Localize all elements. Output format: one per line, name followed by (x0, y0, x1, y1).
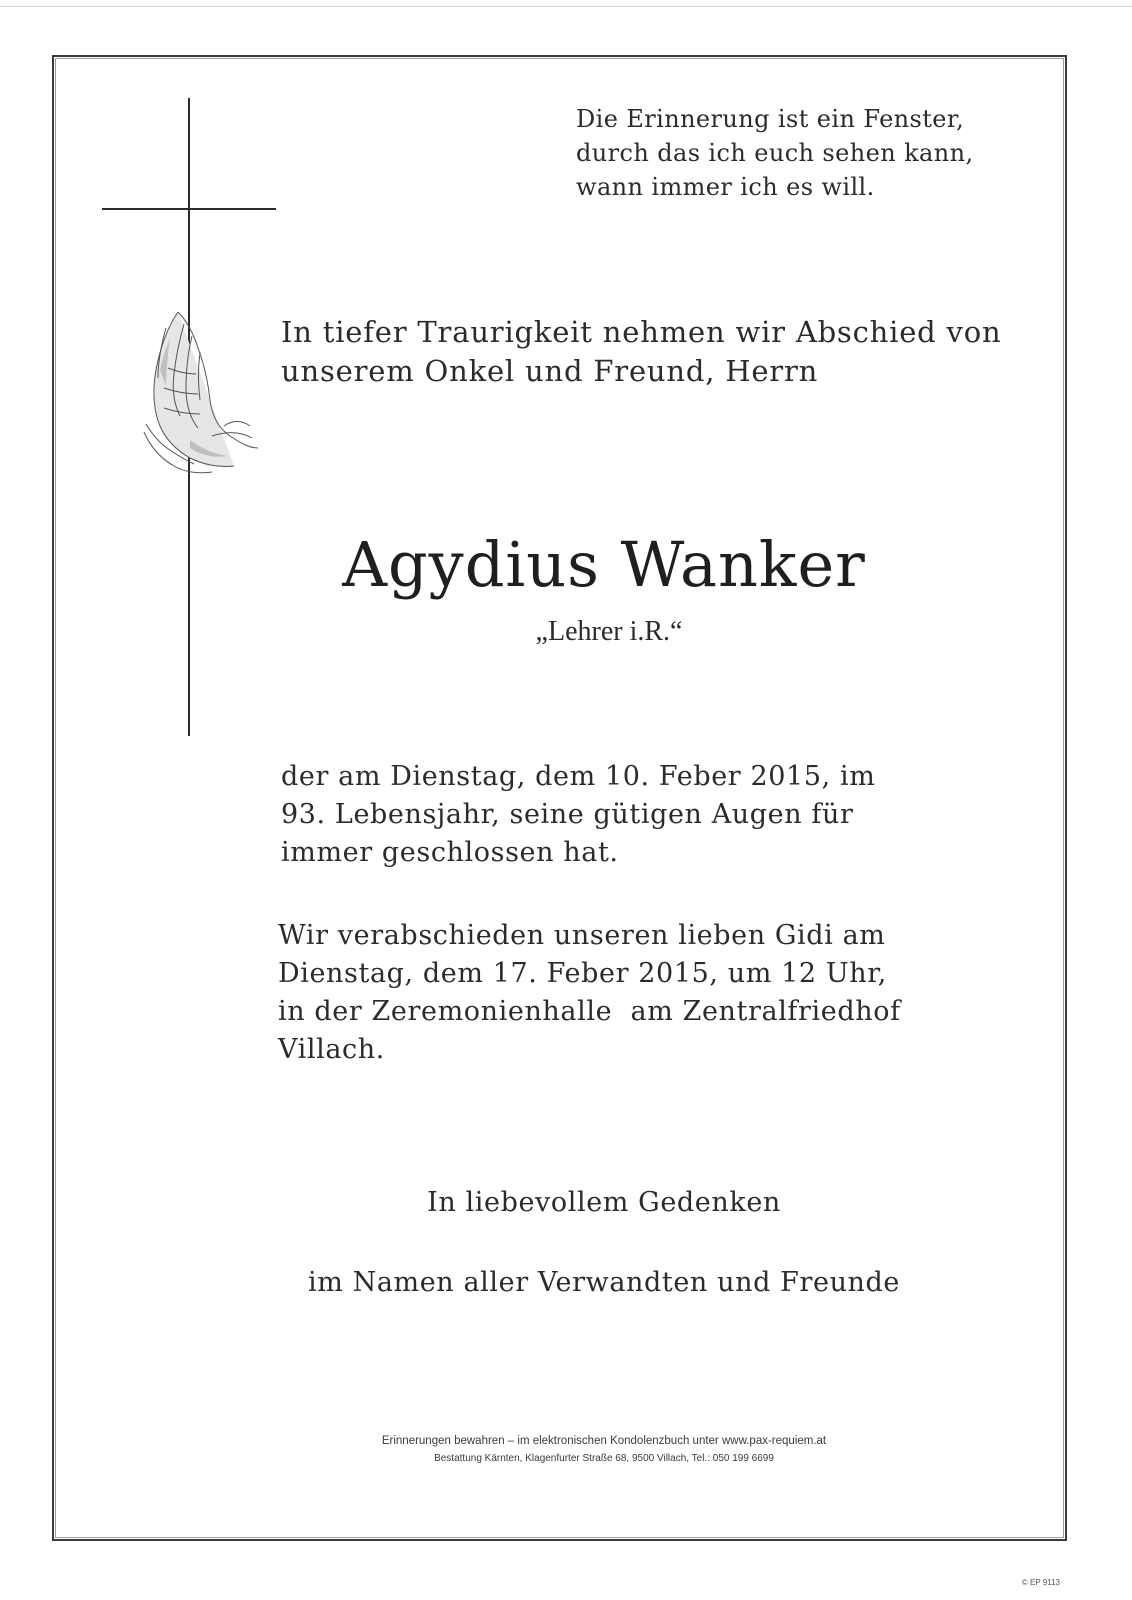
footer-address: Bestattung Kärnten, Klagenfurter Straße 68, 9500 Villach, Tel.: 050 199 6699 (434, 1453, 774, 1464)
cross-horizontal-bar (102, 208, 276, 210)
death-notice-line: immer geschlossen hat. (281, 837, 619, 868)
deceased-title: „Lehrer i.R.“ (535, 616, 683, 647)
poem-line: durch das ich euch sehen kann, (576, 139, 974, 167)
poem-line: Die Erinnerung ist ein Fenster, (576, 105, 965, 133)
poem-quote (576, 102, 974, 204)
death-notice-line: der am Dienstag, dem 10. Feber 2015, im (281, 761, 876, 792)
intro-line: In tiefer Traurigkeit nehmen wir Abschied von (281, 315, 1002, 349)
farewell-line: Villach. (278, 1034, 385, 1065)
deceased-name: Agydius Wanker (342, 528, 866, 601)
intro-line: unserem Onkel und Freund, Herrn (281, 354, 819, 388)
farewell-line: Wir verabschieden unseren lieben Gidi am (278, 920, 886, 951)
farewell-notice (278, 917, 901, 1069)
farewell-line: in der Zeremonienhalle am Zentralfriedhof (278, 996, 901, 1027)
print-code: © EP 9113 (1021, 1578, 1060, 1587)
farewell-line: Dienstag, dem 17. Feber 2015, um 12 Uhr, (278, 958, 887, 989)
intro-text (281, 313, 1001, 391)
praying-hands-icon (138, 308, 260, 476)
scan-edge-line (0, 6, 1132, 7)
footer-condolence-link: Erinnerungen bewahren – im elektronischen Kondolenzbuch unter www.pax-requiem.at (381, 1435, 827, 1447)
memory-text: In liebevollem Gedenken (427, 1187, 781, 1218)
death-notice (281, 758, 875, 872)
family-signature: im Namen aller Verwandten und Freunde (307, 1267, 901, 1298)
death-notice-line: 93. Lebensjahr, seine gütigen Augen für (281, 799, 854, 830)
poem-line: wann immer ich es will. (576, 173, 875, 201)
